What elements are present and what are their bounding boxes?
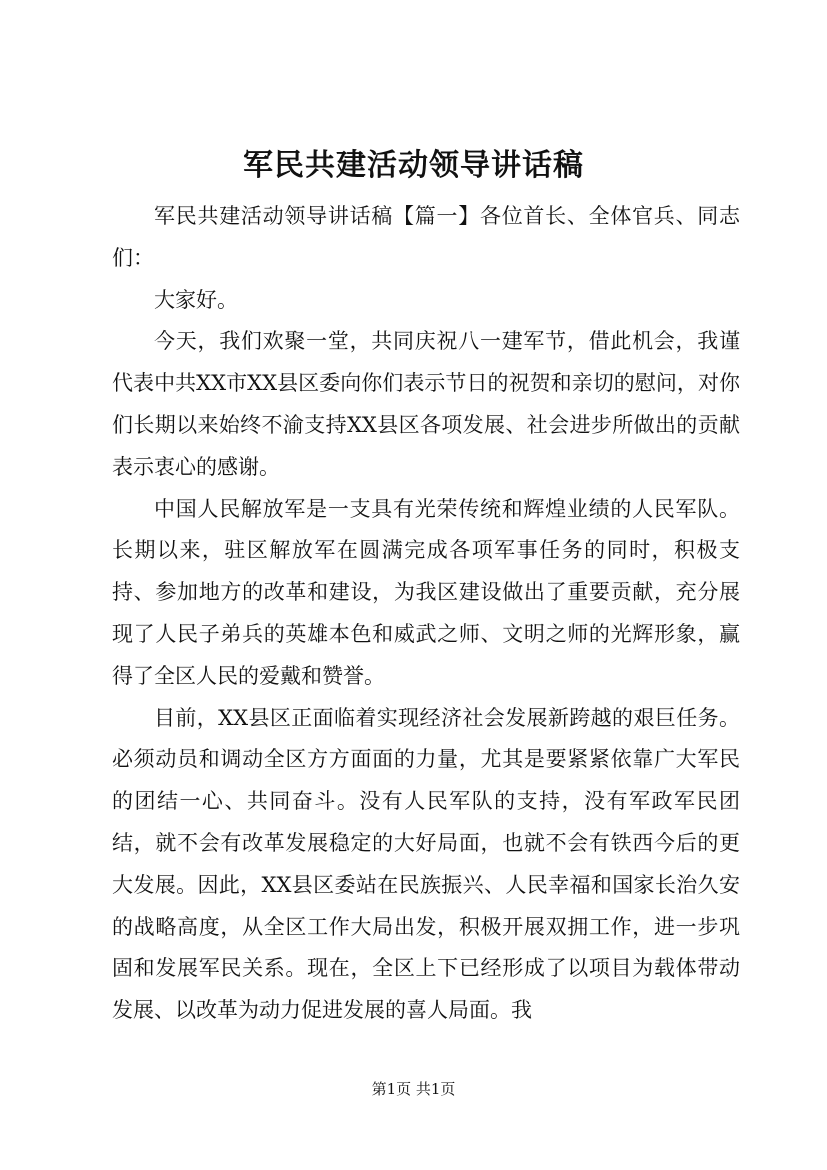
document-body [112,196,740,1032]
page-footer: 第1页 共1页 [371,1080,456,1098]
paragraph-current-tasks: 目前，XX县区正面临着实现经济社会发展新跨越的艰巨任务。必须动员和调动全区方方面面的力量，尤其是要紧紧依靠广大军民的团结一心、共同奋斗。没有人民军队的支持，没有军政军民团结，就不会有改革发展稳定的大好局面，也就不会有铁西今后的更大发展。因此，XX县区委站在民族振兴、人民幸福和国家长治久安的战略高度，从全区工作大局出发，积极开展双拥工作，进一步巩固和发展军民关系。现在，全区上下已经形成了以项目为载体带动发展、以改革为动力促进发展的喜人局面。我 [112,705,740,1023]
paragraph-opening: 军民共建活动领导讲话稿【篇一】各位首长、全体官兵、同志们： [112,204,740,270]
document-title: 军民共建活动领导讲话稿 [243,148,584,183]
paragraph-greeting: 大家好。 [154,287,238,312]
paragraph-pla: 中国人民解放军是一支具有光荣传统和辉煌业绩的人民军队。长期以来，驻区解放军在圆满完成各项军事任务的同时，积极支持、参加地方的改革和建设，为我区建设做出了重要贡献，充分展现了人民子弟兵的英雄本色和威武之师、文明之师的光辉形象，赢得了全区人民的爱戴和赞誉。 [112,496,740,688]
paragraph-celebration: 今天，我们欢聚一堂，共同庆祝八一建军节，借此机会，我谨代表中共XX市XX县区委向你们表示节日的祝贺和亲切的慰问，对你们长期以来始终不渝支持XX县区各项发展、社会进步所做出的贡献表示衷心的感谢。 [112,329,740,479]
